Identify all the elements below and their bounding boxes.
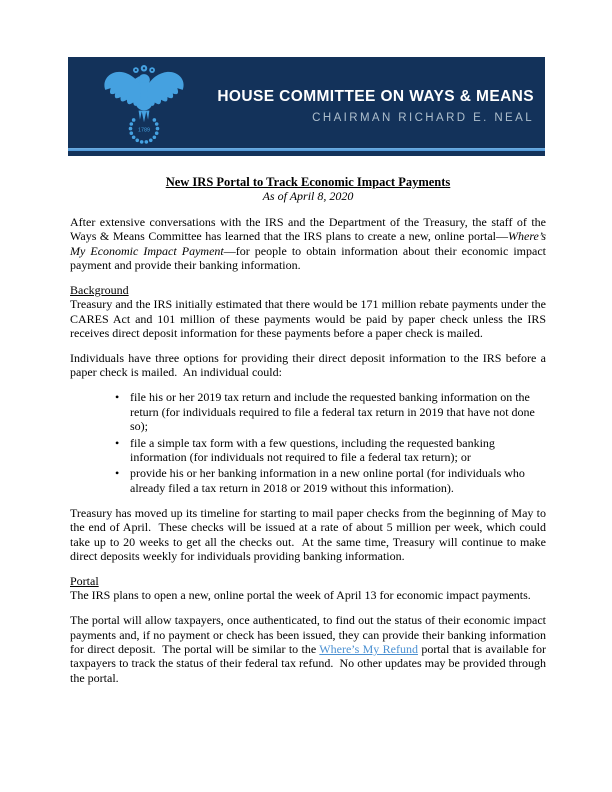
list-item bbox=[70, 436, 546, 465]
portal-paragraph-2 bbox=[70, 613, 549, 685]
bullet-text-2: file a simple tax form with a few questions, including the requested banking information (for individuals not required to file a federal tax return); or bbox=[130, 435, 495, 464]
timeline-paragraph: Treasury has moved up its timeline for starting to mail paper checks from the beginning of May to the end of April. These checks will be issued at a rate of about 5 million per week, which could take up to 20 weeks to get all the checks out. At the same time, Treasury will continue to make direct deposits weekly for individuals providing banking information. bbox=[70, 505, 549, 563]
portal-name-italic: Where’s My Economic Impact Payment bbox=[70, 229, 549, 258]
bullet-icon: • bbox=[115, 390, 120, 405]
bullet-icon: • bbox=[115, 466, 120, 481]
bullet-text-3: provide his or her banking information in a new online portal (for individuals who already filed a tax return in 2018 or 2019 without this information). bbox=[130, 466, 525, 495]
chairman-name: CHAIRMAN RICHARD E. NEAL bbox=[312, 112, 534, 124]
portal-paragraph-1: The IRS plans to open a new, online portal the week of April 13 for economic impact payments. bbox=[70, 588, 531, 603]
list-item bbox=[70, 390, 546, 433]
ways-and-means-eagle-seal-icon bbox=[98, 62, 190, 152]
portal-detail-post: portal that is available for taxpayers to track the status of their federal tax refund. No other updates may be provided through the portal. bbox=[70, 641, 549, 685]
background-section-heading: Background bbox=[70, 282, 129, 297]
committee-letterhead-banner bbox=[68, 57, 545, 156]
bullet-icon: • bbox=[115, 435, 120, 450]
portal-section-heading: Portal bbox=[70, 573, 99, 588]
banner-accent-stripe bbox=[68, 148, 545, 151]
intro-paragraph bbox=[70, 214, 550, 273]
document-date-subtitle: As of April 8, 2020 bbox=[262, 189, 354, 204]
portal-detail-pre: The portal will allow taxpayers, once authenticated, to find out the status of their economic impact payments and, if no payment or check has been issued, they can provide their banking information for direct deposit. The portal will be similar to the bbox=[70, 613, 549, 656]
document-title: New IRS Portal to Track Economic Impact Payments bbox=[165, 175, 451, 189]
list-item bbox=[70, 466, 546, 495]
options-bullet-list bbox=[70, 390, 546, 495]
background-paragraph-2: Individuals have three options for providing their direct deposit information to the IRS before a paper check is mailed. An individual could: bbox=[70, 351, 549, 380]
background-paragraph-1: Treasury and the IRS initially estimated that there would be 171 million rebate payments under the CARES Act and 101 million of these payments would be paid by paper check unless the IRS receives direct deposit information for these payments before a paper check is mailed. bbox=[70, 297, 549, 341]
committee-name: HOUSE COMMITTEE ON WAYS & MEANS bbox=[217, 88, 534, 105]
bullet-text-1: file his or her 2019 tax return and include the requested banking information on the return (for individuals required to file a federal tax return in 2019 that have not done so); bbox=[130, 390, 535, 434]
intro-text-post: —for people to obtain information about their economic impact payment and provide their banking information. bbox=[70, 243, 550, 273]
intro-text-pre: After extensive conversations with the IRS and the Department of the Treasury, the staff of the Ways & Means Committee has learned that the IRS plans to create a new, online portal— bbox=[70, 214, 549, 244]
seal-year-label: 1789 bbox=[138, 127, 150, 134]
document-body bbox=[70, 175, 550, 696]
wheres-my-refund-link[interactable]: Where’s My Refund bbox=[319, 641, 418, 656]
